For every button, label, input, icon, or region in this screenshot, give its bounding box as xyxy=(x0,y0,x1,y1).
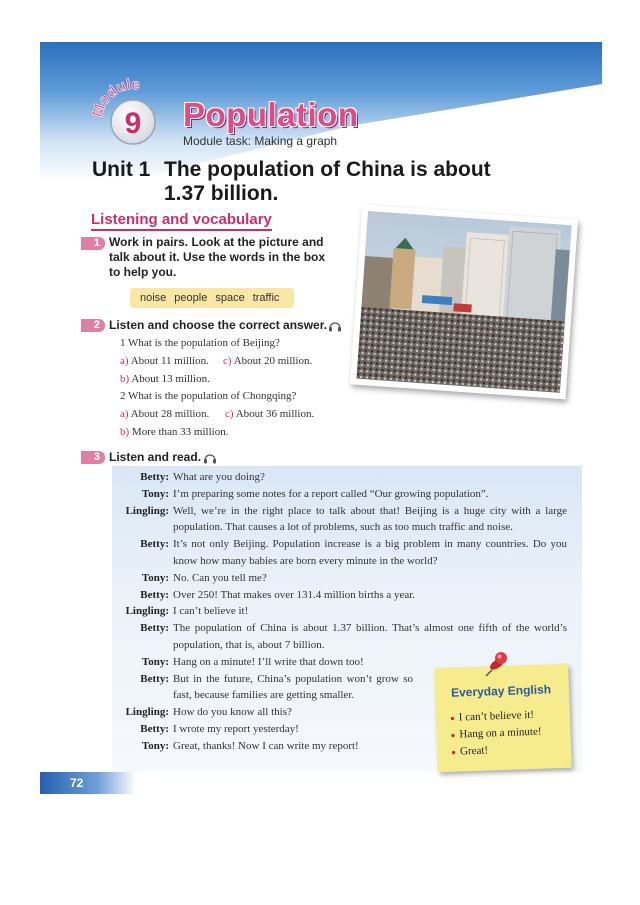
option-text: About 11 million. xyxy=(130,355,209,367)
section-heading: Listening and vocabulary xyxy=(91,211,272,231)
unit-title-line1: The population of China is about xyxy=(164,158,491,181)
option-label: b) xyxy=(120,373,130,385)
dialogue-line xyxy=(112,603,567,620)
line-text: The population of China is about 1.37 billion. That’s almost one fifth of the world’s population, that is, about 7 billion. xyxy=(173,622,567,651)
option-label: a) xyxy=(120,355,129,367)
module-task: Module task: Making a graph xyxy=(183,134,338,148)
option-row xyxy=(223,355,312,367)
line-text: Well, we’re in the right place to talk about that! Beijing is a huge city with a large population. That causes a lot of problems, such as too much traffic and noise. xyxy=(173,504,567,534)
speaker: Betty: xyxy=(140,672,169,685)
push-pin-icon xyxy=(482,648,512,678)
dialogue-line xyxy=(112,587,567,604)
line-text: Great, thanks! Now I can write my report! xyxy=(173,739,359,752)
module-badge xyxy=(88,70,178,160)
question-2: 2 What is the population of Chongqing? xyxy=(120,390,297,402)
word-item: people xyxy=(174,292,208,304)
line-text: It’s not only Beijing. Population increase is a big problem in many countries. Do you know how many babies are born every minute in the world? xyxy=(173,538,567,567)
line-text: I can’t believe it! xyxy=(173,605,249,618)
option-label: c) xyxy=(225,408,234,420)
option-label: a) xyxy=(120,408,129,420)
line-text: But in the future, China’s population won’t grow so fast, because families are getting smaller. xyxy=(173,672,413,702)
option-text: About 36 million. xyxy=(235,408,315,420)
city-crowd-image xyxy=(356,211,571,393)
option-text: About 28 million. xyxy=(130,408,210,420)
word-item: noise xyxy=(140,292,167,304)
speaker: Betty: xyxy=(140,722,169,735)
line-text: I wrote my report yesterday! xyxy=(173,722,299,735)
note-title: Everyday English xyxy=(450,682,552,700)
speaker: Betty: xyxy=(140,538,169,551)
page-number: 72 xyxy=(40,772,136,794)
speaker: Lingling: xyxy=(125,706,169,719)
phrase-item: ● Great! xyxy=(451,741,543,761)
phrase-item: ● Hang on a minute! xyxy=(450,724,542,744)
unit-title xyxy=(92,158,491,206)
speaker: Betty: xyxy=(140,588,169,601)
word-item: traffic xyxy=(252,292,280,304)
speaker: Tony: xyxy=(141,571,169,584)
dialogue-line xyxy=(112,486,567,503)
exercise-number-1: 1 xyxy=(81,237,105,250)
option-row xyxy=(120,426,228,438)
module-number: 9 xyxy=(124,107,142,140)
word-box xyxy=(130,288,294,308)
question-1: 1 What is the population of Beijing? xyxy=(120,337,280,349)
phrase-item: ● I can’t believe it! xyxy=(450,707,542,727)
dialogue-line xyxy=(112,503,567,537)
headphone-icon xyxy=(203,452,217,464)
dialogue-line xyxy=(112,570,567,587)
option-label: c) xyxy=(223,355,232,367)
line-text: Over 250! That makes over 131.4 million births a year. xyxy=(173,588,416,601)
unit-number: Unit 1 xyxy=(92,158,151,181)
line-text: Hang on a minute! I’ll write that down too! xyxy=(173,655,364,668)
speaker: Lingling: xyxy=(125,504,169,517)
speaker: Lingling: xyxy=(125,605,169,618)
module-title: Population xyxy=(183,96,359,133)
option-row xyxy=(120,373,210,385)
option-text: About 13 million. xyxy=(131,373,210,385)
speaker: Tony: xyxy=(141,655,169,668)
city-photo xyxy=(350,205,578,400)
exercise-3-instruction: Listen and read. xyxy=(109,450,202,464)
unit-title-line2: 1.37 billion. xyxy=(164,182,279,205)
phrase-list xyxy=(450,707,543,761)
everyday-english-note xyxy=(434,664,572,773)
line-text: How do you know all this? xyxy=(173,706,292,719)
speaker: Tony: xyxy=(141,739,169,752)
speaker: Betty: xyxy=(140,471,169,483)
line-text: No. Can you tell me? xyxy=(173,571,267,584)
option-row xyxy=(120,408,209,420)
exercise-number-2: 2 xyxy=(81,319,105,332)
exercise-1-instruction: Work in pairs. Look at the picture and talk about it. Use the words in the box to help you. xyxy=(109,235,326,279)
module-word: Module xyxy=(89,75,141,119)
option-row xyxy=(225,408,314,420)
headphone-icon xyxy=(328,320,342,332)
option-text: More than 33 million. xyxy=(131,426,229,438)
option-row xyxy=(120,355,209,367)
speaker: Betty: xyxy=(140,622,169,635)
option-text: About 20 million. xyxy=(233,355,313,367)
dialogue-line xyxy=(112,536,567,570)
dialogue-line xyxy=(112,469,567,486)
exercise-2-instruction: Listen and choose the correct answer. xyxy=(109,318,328,332)
word-item: space xyxy=(215,292,245,304)
line-text: What are you doing? xyxy=(173,471,265,483)
line-text: I’m preparing some notes for a report called “Our growing population”. xyxy=(173,487,489,500)
speaker: Tony: xyxy=(141,487,169,500)
exercise-number-3: 3 xyxy=(81,451,105,464)
option-label: b) xyxy=(120,426,130,438)
